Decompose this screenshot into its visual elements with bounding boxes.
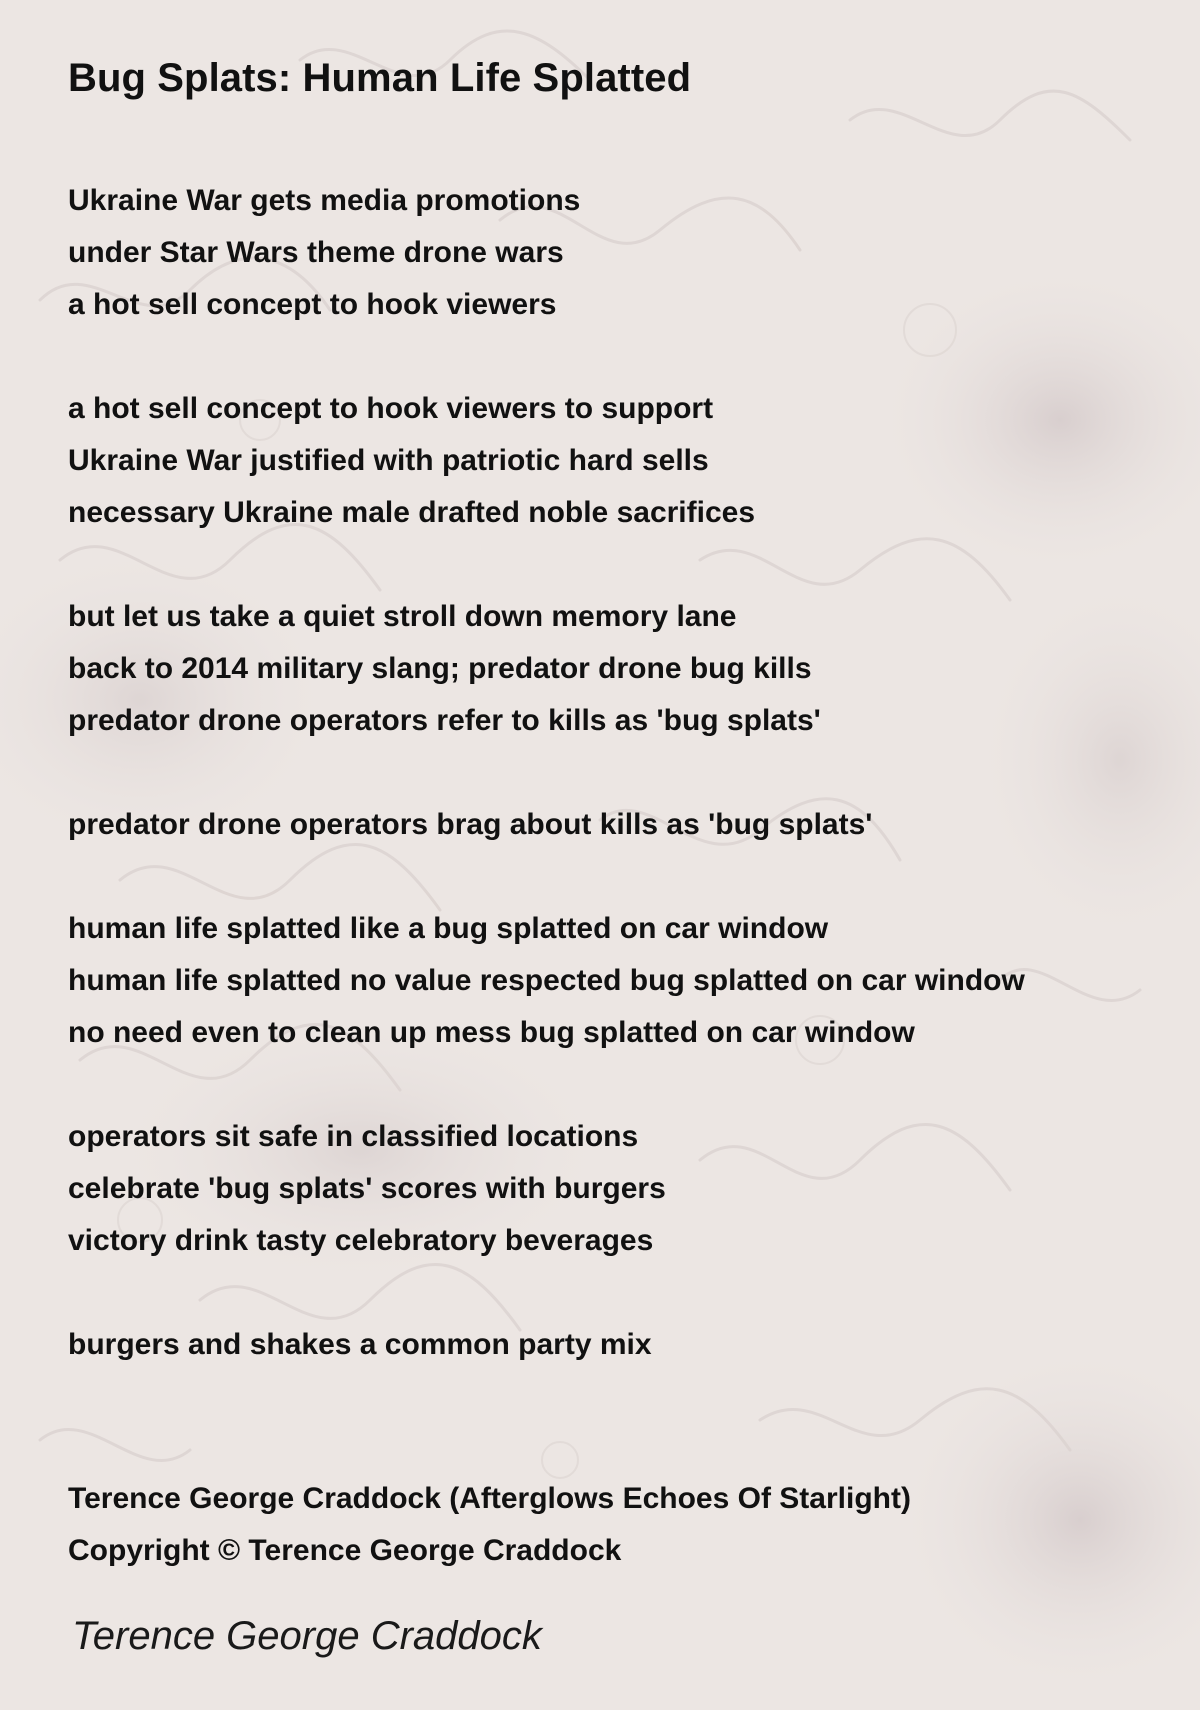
poem-line: no need even to clean up mess bug splatted on car window (68, 1016, 915, 1049)
poem-line: victory drink tasty celebratory beverages (68, 1224, 654, 1257)
poem-line: Ukraine War gets media promotions (68, 184, 581, 217)
poem-title: Bug Splats: Human Life Splatted (68, 56, 692, 100)
copyright-line: Copyright © Terence George Craddock (68, 1534, 622, 1567)
stanza-6 (68, 1111, 1168, 1267)
poem-line: necessary Ukraine male drafted noble sacrifices (68, 496, 756, 529)
stanza-2 (68, 383, 1168, 539)
stanza-3 (68, 591, 1168, 747)
poem-line: human life splatted no value respected bug splatted on car window (68, 964, 1025, 997)
poem-line: predator drone operators brag about kills as 'bug splats' (68, 808, 873, 841)
stanza-5 (68, 903, 1168, 1059)
poem-line: a hot sell concept to hook viewers (68, 288, 557, 321)
poem-line: operators sit safe in classified locations (68, 1120, 639, 1153)
poem-line: Ukraine War justified with patriotic hard sells (68, 444, 709, 477)
stanza-4 (68, 799, 1168, 851)
author-collection-line: Terence George Craddock (Afterglows Echoes Of Starlight) (68, 1482, 911, 1515)
poem-line: predator drone operators refer to kills as 'bug splats' (68, 704, 821, 737)
poem-line: under Star Wars theme drone wars (68, 236, 564, 269)
poem-line: back to 2014 military slang; predator drone bug kills (68, 652, 812, 685)
poem-body (68, 175, 1168, 1371)
poem-credits (68, 1473, 1168, 1577)
stanza-7 (68, 1319, 1168, 1371)
poem-line: burgers and shakes a common party mix (68, 1328, 652, 1361)
author-signature: Terence George Craddock (72, 1614, 542, 1658)
poem-line: but let us take a quiet stroll down memory lane (68, 600, 737, 633)
poem-line: a hot sell concept to hook viewers to support (68, 392, 714, 425)
poem-line: human life splatted like a bug splatted on car window (68, 912, 829, 945)
poem-page (68, 48, 1168, 1577)
poem-line: celebrate 'bug splats' scores with burgers (68, 1172, 666, 1205)
stanza-1 (68, 175, 1168, 331)
